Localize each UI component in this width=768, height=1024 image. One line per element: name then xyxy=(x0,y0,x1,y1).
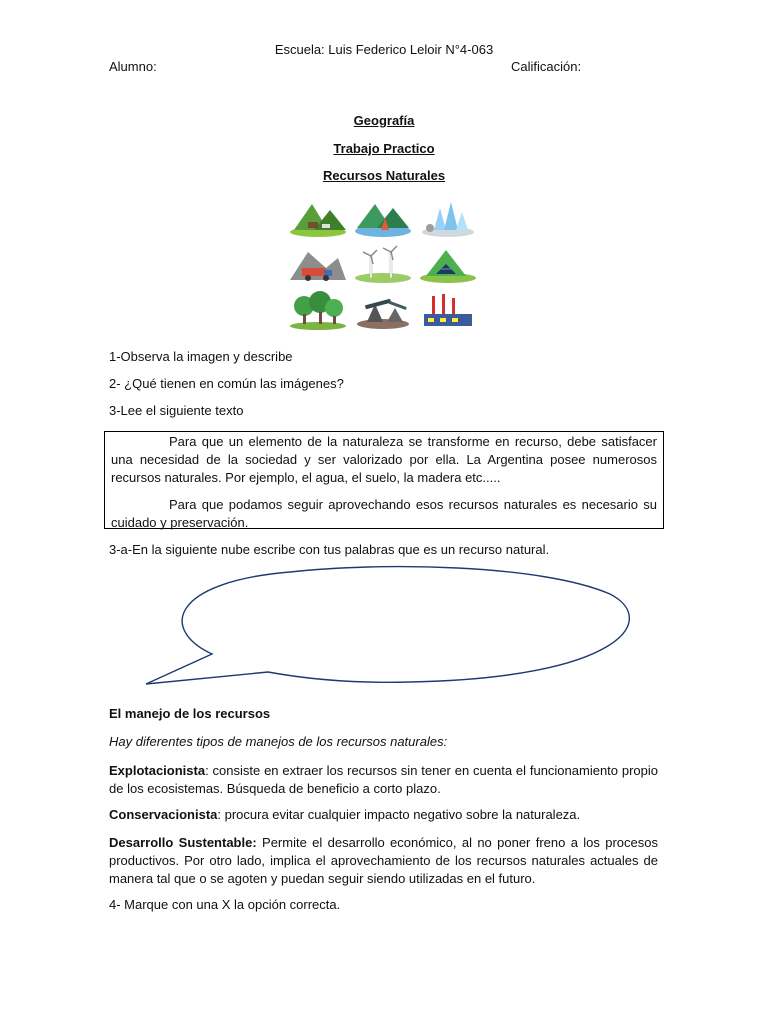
mountain-farm-icon xyxy=(288,198,348,238)
management-intro: Hay diferentes tipos de manejos de los recursos naturales: xyxy=(109,734,448,749)
term: Conservacionista xyxy=(109,807,218,822)
reading-paragraph-1: Para que un elemento de la naturaleza se transforme en recurso, debe satisfacer una necesidad de la sociedad y ser valorizado por ella. La Argentina posee numerosos recursos naturales. Por ejemplo, el agua, el suelo, la madera etc..... xyxy=(111,434,657,485)
reading-text-box xyxy=(104,431,664,529)
term: Explotacionista xyxy=(109,763,206,778)
subject-title: Geografía xyxy=(353,113,415,128)
student-label: Alumno: xyxy=(109,59,157,74)
assignment-title: Trabajo Practico xyxy=(333,141,435,156)
school-name: Escuela: Luis Federico Leloir N°4-063 xyxy=(274,42,494,57)
reading-paragraph-2: Para que podamos seguir aprovechando esos recursos naturales es necesario su cuidado y preservación. xyxy=(111,497,657,530)
question-3: 3-Lee el siguiente texto xyxy=(109,403,244,418)
mining-truck-icon xyxy=(288,244,348,284)
question-3a: 3-a-En la siguiente nube escribe con tus palabras que es un recurso natural. xyxy=(109,542,550,557)
definition: consiste en extraer los recursos sin tener en cuenta el funcionamiento propio de los ecosistemas. Búsqueda de beneficio a corto plazo. xyxy=(109,763,658,796)
management-type-sustentable xyxy=(109,834,658,888)
question-1: 1-Observa la imagen y describe xyxy=(109,349,293,364)
management-heading: El manejo de los recursos xyxy=(109,706,271,721)
oil-pump-icon xyxy=(353,290,413,330)
management-type-conservacionista xyxy=(109,806,658,824)
term: Desarrollo Sustentable: xyxy=(109,835,257,850)
management-type-explotacionista xyxy=(109,762,658,798)
definition: Permite el desarrollo económico, al no poner freno a los procesos productivos. Por otro lado, implica el aprovechamiento de los recursos naturales actuales de manera tal que o se agoten y puedan seguir siendo utilizadas en el futuro. xyxy=(109,835,658,886)
question-2: 2- ¿Qué tienen en común las imágenes? xyxy=(109,376,344,391)
crystal-minerals-icon xyxy=(418,198,478,238)
question-4: 4- Marque con una X la opción correcta. xyxy=(109,897,341,912)
definition: procura evitar cualquier impacto negativo sobre la naturaleza. xyxy=(221,807,581,822)
wind-turbines-icon xyxy=(353,244,413,284)
grade-label: Calificación: xyxy=(511,59,582,74)
topic-title: Recursos Naturales xyxy=(322,168,446,183)
solar-panel-mountain-icon xyxy=(418,244,478,284)
factory-icon xyxy=(418,290,478,330)
forest-trees-icon xyxy=(288,290,348,330)
mountain-lake-icon xyxy=(353,198,413,238)
speech-bubble-answer-area[interactable] xyxy=(140,560,640,690)
natural-resources-illustration xyxy=(288,198,478,334)
term-separator: : xyxy=(217,807,221,822)
term-separator: : xyxy=(205,763,209,778)
